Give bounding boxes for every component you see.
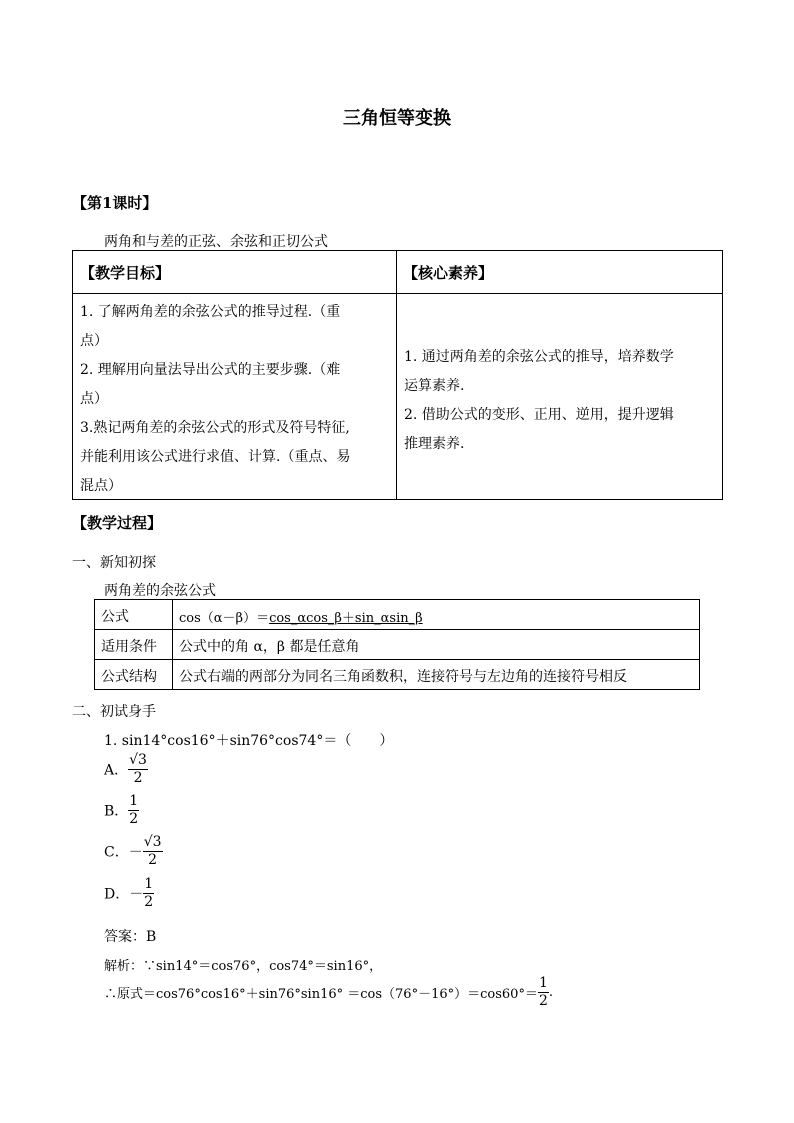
analysis-expression: ∴原式＝cos76°cos16°＋sin76°sin16° ＝cos（76°－16°）＝cos60°＝ [104,987,538,1002]
numerator: 1 [538,975,548,991]
denominator: 2 [144,894,154,910]
option-a [104,752,148,787]
minus-sign: － [129,886,144,903]
formula-expansion: cos_αcos_β＋sin_αsin_β [269,611,423,626]
table-divider [172,600,173,689]
section2-heading: 二、初试身手 [72,704,156,720]
numerator: √3 [129,752,147,768]
text-line: 3.熟记两角差的余弦公式的形式及符号特征, [80,420,350,436]
option-label: C． [104,844,129,861]
text-line: 运算素养. [404,378,465,394]
denominator: 2 [129,811,139,827]
table-divider [73,293,722,294]
minus-sign: － [128,844,143,861]
text-line: 推理素养. [404,436,465,452]
text-line: 2. 借助公式的变形、正用、逆用，提升逻辑 [404,407,674,423]
fraction [143,834,163,869]
text-line: 并能利用该公式进行求值、计算.（重点、易 [80,449,351,465]
analysis-line-1: 解析：∵sin14°＝cos76°，cos74°＝sin16°， [104,959,383,974]
section1-subtitle: 两角差的余弦公式 [104,583,216,599]
row-label-formula: 公式 [101,609,129,625]
option-label: B． [104,803,129,820]
objectives-left-cell [80,298,392,501]
text-line: 混点） [80,478,122,494]
option-c [104,834,163,869]
process-label: 【教学过程】 [72,514,163,532]
fraction [538,975,549,1010]
objectives-table [72,250,723,500]
formula-prefix: cos（α－β）＝ [179,611,270,626]
period: . [548,985,554,1000]
text-line: 1. 通过两角差的余弦公式的推导，培养数学 [404,349,674,365]
fraction [128,793,139,828]
denominator: 2 [538,993,548,1009]
section1-heading: 一、新知初探 [72,555,156,571]
answer-line: 答案：B [104,929,157,945]
text-line: 点） [80,333,108,349]
fraction [128,752,148,787]
row-label-structure: 公式结构 [101,669,157,685]
text-line: 1. 了解两角差的余弦公式的推导过程.（重 [80,304,341,320]
option-d [104,876,154,911]
row-value-structure: 公式右端的两部分为同名三角函数积，连接符号与左边角的连接符号相反 [179,669,627,685]
text-line: 点） [80,391,108,407]
table-divider [95,629,699,630]
analysis-line-2 [104,975,553,1010]
denominator: 2 [133,770,143,786]
table-divider [95,659,699,660]
table-divider [396,251,397,499]
text-line: 2. 理解用向量法导出公式的主要步骤.（难 [80,362,341,378]
numerator: 1 [144,876,154,892]
row-value-condition: 公式中的角 α，β 都是任意角 [179,639,360,655]
fraction [143,876,154,911]
row-label-condition: 适用条件 [101,639,157,655]
question-1: 1. sin14°cos16°＋sin76°cos74°＝（ ） [104,733,394,749]
objectives-right-cell [404,343,720,459]
lesson-label: 【第1课时】 [72,194,158,212]
option-label: A． [104,762,129,779]
row-value-formula [179,607,423,626]
option-b [104,793,139,828]
header-teaching-goals: 【教学目标】 [80,264,171,282]
numerator: 1 [129,793,139,809]
option-label: D． [104,886,130,903]
numerator: √3 [143,834,162,850]
topic-line: 两角和与差的正弦、余弦和正切公式 [104,234,328,250]
denominator: 2 [148,852,158,868]
formula-table [94,599,700,690]
header-core-literacy: 【核心素养】 [403,264,494,282]
page-title: 三角恒等变换 [343,108,451,129]
